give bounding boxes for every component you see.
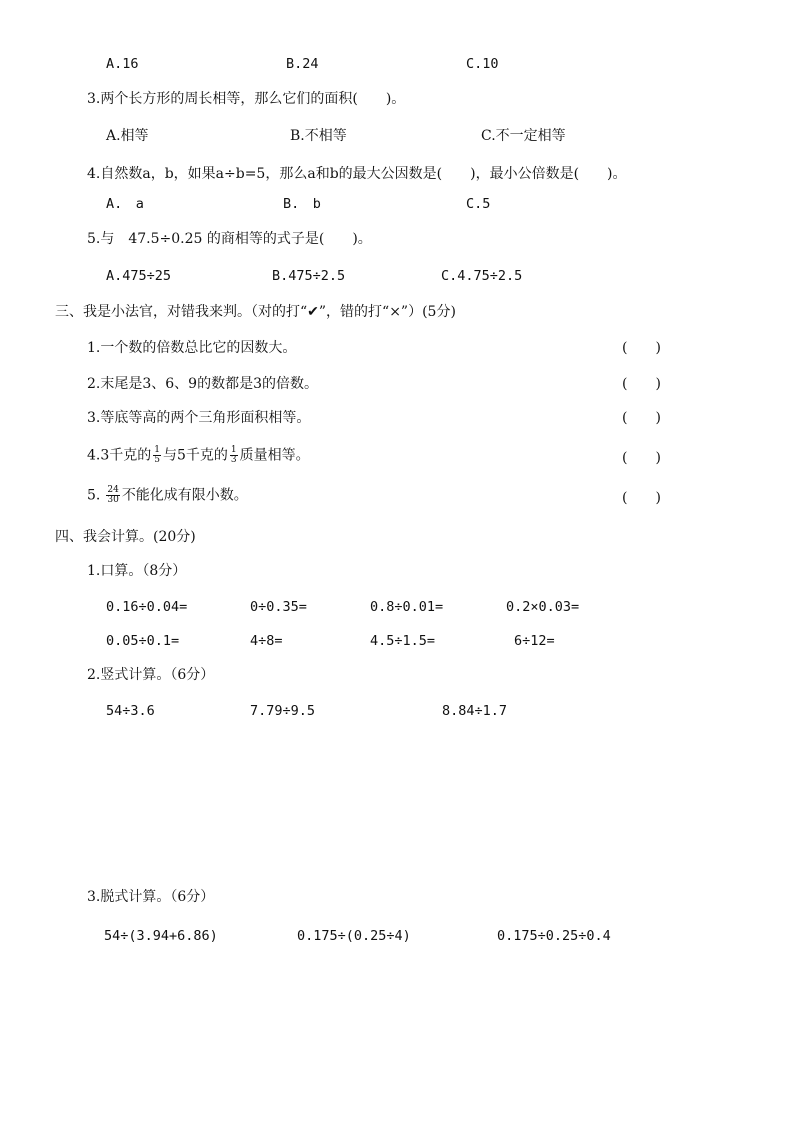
q3-option-b: B.不相等 xyxy=(290,128,347,144)
judge-item-4-suffix: 质量相等。 xyxy=(239,447,310,464)
judge-item-4-prefix: 4.3千克的 xyxy=(87,447,152,464)
judge-item-4-middle: 与5千克的 xyxy=(163,447,228,464)
oral-calc-4: 0.2×0.03= xyxy=(506,599,580,615)
stepwise-calc-3: 0.175÷0.25÷0.4 xyxy=(497,928,611,944)
stepwise-calc-2: 0.175÷(0.25÷4) xyxy=(297,928,411,944)
q5-option-c: C.4.75÷2.5 xyxy=(441,268,523,284)
oral-calc-5: 0.05÷0.1= xyxy=(106,633,180,649)
answer-paren-3[interactable]: ( ) xyxy=(622,410,661,426)
q2-option-b: B.24 xyxy=(286,56,319,72)
q2-option-a: A.16 xyxy=(106,56,139,72)
oral-calc-6: 4÷8= xyxy=(250,633,283,649)
judge-item-2: 2.末尾是3、6、9的数都是3的倍数。 xyxy=(87,376,318,392)
stepwise-calc-title: 3.脱式计算。（6分） xyxy=(87,889,215,905)
oral-calc-3: 0.8÷0.01= xyxy=(370,599,444,615)
judge-item-5 xyxy=(87,486,248,505)
vertical-calc-3: 8.84÷1.7 xyxy=(442,703,508,719)
q3-option-c: C.不一定相等 xyxy=(481,128,566,144)
fraction-one-third: $\frac{1}{3}$ xyxy=(230,445,237,465)
q3-option-a: A.相等 xyxy=(106,128,149,144)
q5-option-b: B.475÷2.5 xyxy=(272,268,346,284)
section4-title: 四、我会计算。(20分) xyxy=(55,529,196,545)
q4-text: 4.自然数a，b，如果a÷b=5，那么a和b的最大公因数是( )，最小公倍数是( )。 xyxy=(87,166,627,182)
q5-option-a: A.475÷25 xyxy=(106,268,172,284)
answer-paren-4[interactable]: ( ) xyxy=(622,450,661,466)
judge-item-5-suffix: 不能化成有限小数。 xyxy=(121,487,248,504)
q4-option-a: A. a xyxy=(106,196,144,212)
q3-text: 3.两个长方形的周长相等，那么它们的面积( )。 xyxy=(87,91,406,107)
q5-text: 5.与 47.5÷0.25 的商相等的式子是( )。 xyxy=(87,231,372,247)
fraction-24-30: $\frac{24}{30}$ xyxy=(107,485,119,505)
oral-calc-7: 4.5÷1.5= xyxy=(370,633,436,649)
answer-paren-5[interactable]: ( ) xyxy=(622,490,661,506)
oral-calc-2: 0÷0.35= xyxy=(250,599,307,615)
oral-calc-8: 6÷12= xyxy=(514,633,555,649)
stepwise-calc-1: 54÷(3.94+6.86) xyxy=(104,928,218,944)
oral-calc-1: 0.16÷0.04= xyxy=(106,599,188,615)
oral-calc-title: 1.口算。（8分） xyxy=(87,563,187,579)
vertical-calc-2: 7.79÷9.5 xyxy=(250,703,316,719)
q4-option-c: C.5 xyxy=(466,196,491,212)
judge-item-3: 3.等底等高的两个三角形面积相等。 xyxy=(87,410,311,426)
vertical-calc-title: 2.竖式计算。（6分） xyxy=(87,667,215,683)
judge-item-5-prefix: 5. xyxy=(87,487,101,504)
q4-option-b: B. b xyxy=(283,196,321,212)
judge-item-1: 1.一个数的倍数总比它的因数大。 xyxy=(87,340,297,356)
q2-option-c: C.10 xyxy=(466,56,499,72)
vertical-calc-1: 54÷3.6 xyxy=(106,703,155,719)
answer-paren-2[interactable]: ( ) xyxy=(622,376,661,392)
judge-item-4 xyxy=(87,446,310,465)
fraction-one-fifth: $\frac{1}{5}$ xyxy=(154,445,160,465)
answer-paren-1[interactable]: ( ) xyxy=(622,340,661,356)
section3-title: 三、我是小法官，对错我来判。（对的打“✔”，错的打“×”）(5分) xyxy=(55,304,456,320)
